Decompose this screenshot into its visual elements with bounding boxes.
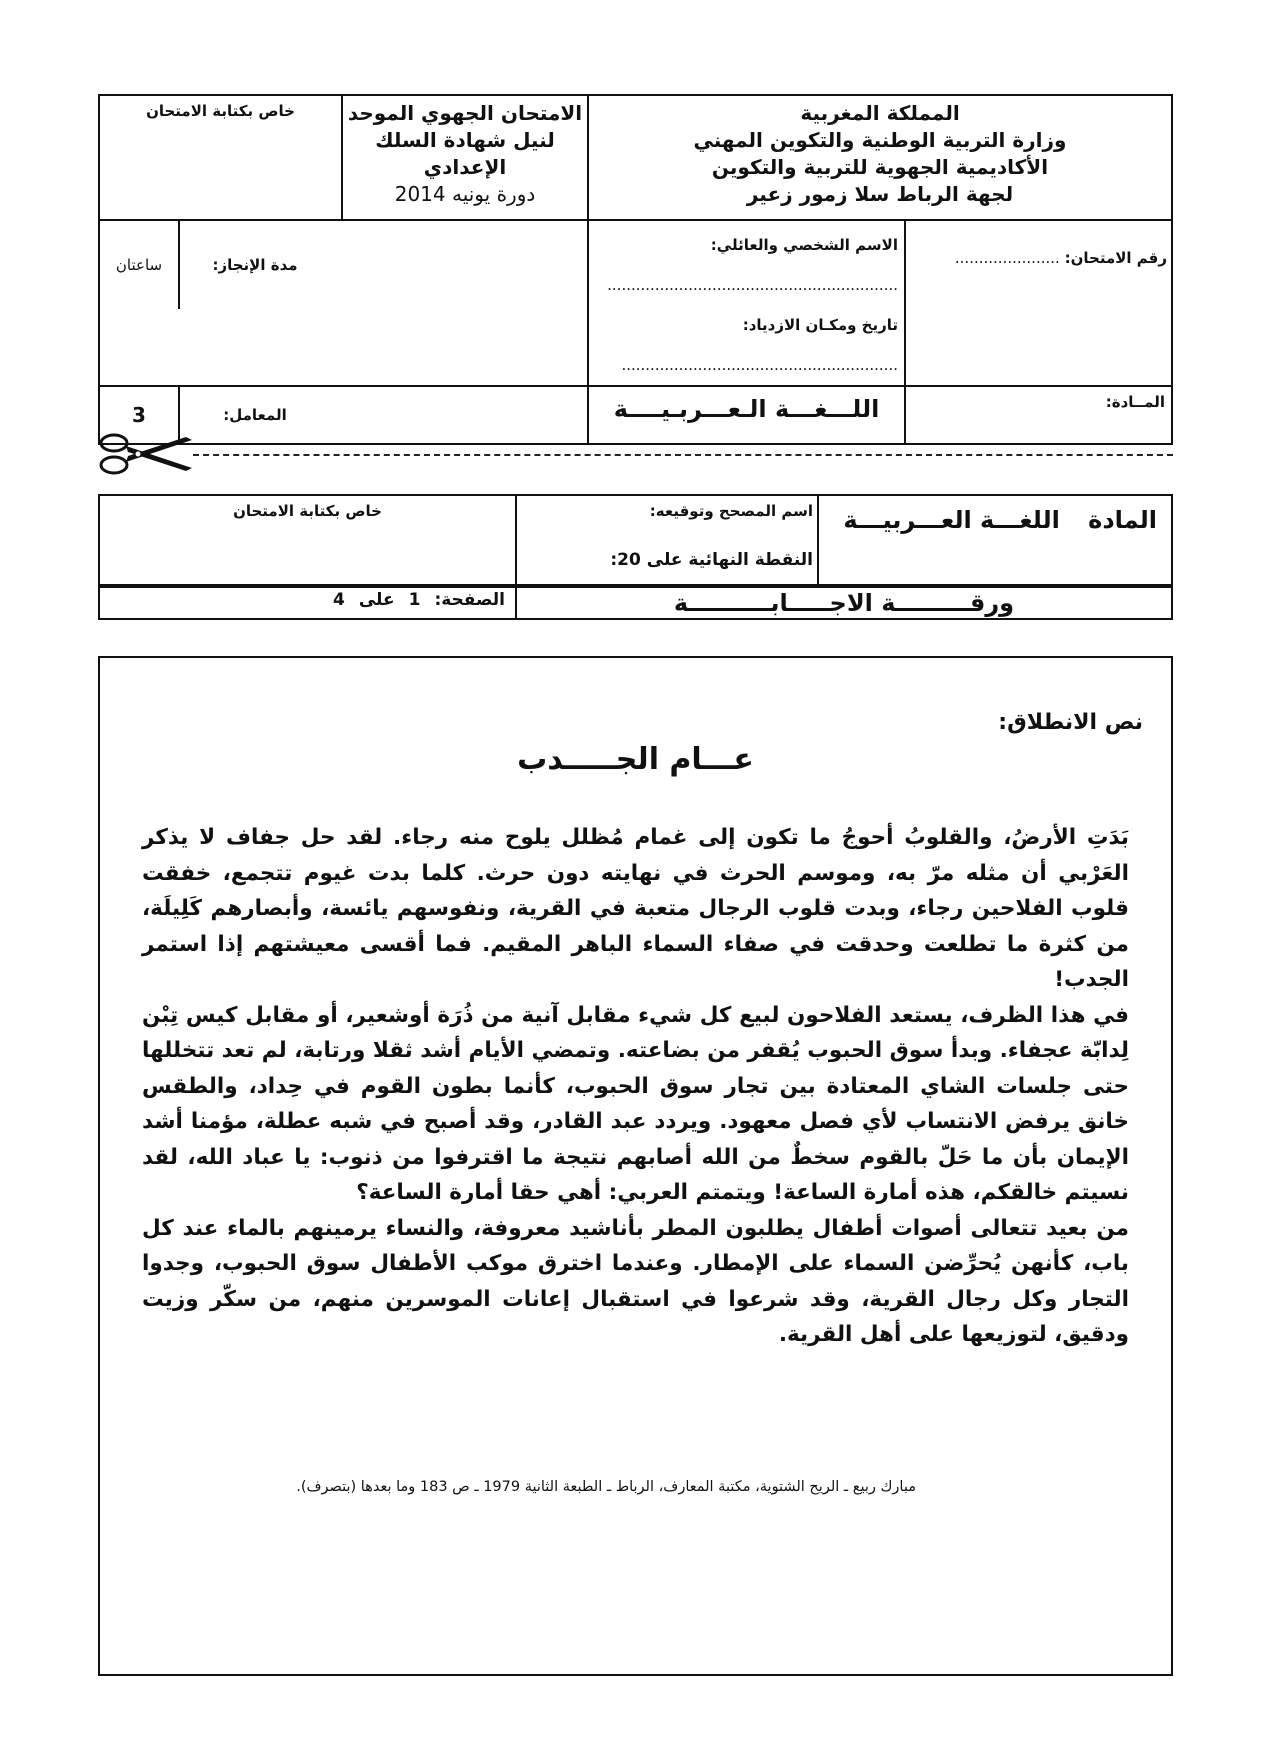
answer-reserved-cell (99, 495, 516, 585)
page-of: على (358, 590, 395, 610)
exam-header-table (98, 94, 1173, 445)
kingdom-cell (588, 95, 1172, 220)
sheet-title-cell (516, 587, 1172, 619)
name-field[interactable]: ............................................................. (607, 276, 898, 294)
answer-subject-cell (818, 495, 1172, 585)
exam-info (343, 96, 587, 208)
sheet-title: ورقـــــــــة الاجـــــابــــــــــة (673, 589, 1015, 617)
passage-frame (98, 656, 1173, 1676)
reserved-cell (99, 95, 342, 220)
answer-subject-value: اللغـــة العـــربيـــة (843, 506, 1060, 534)
exam-info-cell (342, 95, 588, 220)
corrector-label: اسم المصحح وتوقيعه: (649, 502, 813, 520)
duration-label: مدة الإنجاز: (212, 256, 298, 274)
paragraph: بَدَتِ الأرضُ، والقلوبُ أحوجُ ما تكون إلى غمام مُظلل يلوح منه رجاء. لقد حل جفاف لا يذكر العَرْبي أن مثله مرّ به، وموسم الحرث في نهايته دون حرث. كلما بدت غيوم تتجمع، خفقت قلوب الفلاحين رجاء، وبدت قلوب الرجال متعبة في القرية، ونفوسهم يائسة، وأبصارهم كَلِيلَة، من كثرة ما تطلعت وحدقت في صفاء السماء الباهر المقيم. فما أقسى معيشتهم إذا استمر الجدب! (142, 825, 1129, 992)
paragraph: من بعيد تتعالى أصوات أطفال يطلبون المطر بأناشيد معروفة، والنساء يرمينهم بالماء عند كل باب، كأنهن يُحرِّضن السماء على الإمطار. وعندما اخترق موكب الأطفال سوق الحبوب، وجدوا التجار وكل رجال القرية، وقد شرعوا في استقبال إعانات الموسرين منهم، من سكّر وزيت ودقيق، لتوزيعها على أهل القرية. (142, 1215, 1129, 1347)
page-label: الصفحة: (434, 590, 505, 610)
ministry-line: وزارة التربية الوطنية والتكوين المهني (693, 128, 1067, 152)
intro-label: نص الانطلاق: (998, 710, 1143, 735)
corrector-cell (516, 495, 818, 585)
page-total: 4 (332, 590, 345, 610)
page-number-cell (99, 587, 516, 619)
birth-label: تاريخ ومكـان الازدياد: (742, 316, 898, 334)
subject-label: المــادة: (1105, 393, 1165, 411)
coef-label: المعامل: (223, 406, 287, 424)
reserved-label: خاص بكتابة الامتحان (146, 102, 295, 120)
exam-number-field[interactable]: ...................... (954, 249, 1060, 267)
scissors-icon (98, 432, 194, 476)
region-line: لجهة الرباط سلا زمور زعير (746, 182, 1014, 206)
name-row (595, 225, 898, 305)
coef-value: 3 (100, 387, 180, 443)
subject-value: اللـــغـــة الـعـــربـيــــة (613, 395, 880, 423)
kingdom-line: المملكة المغربية (800, 101, 960, 125)
page-current: 1 (408, 590, 421, 610)
exam-line: لنيل شهادة السلك (375, 128, 555, 152)
exam-line: الامتحان الجهوي الموحد (347, 101, 583, 125)
exam-number-label: رقم الامتحان: (1064, 249, 1167, 267)
exam-number-cell (905, 220, 1172, 386)
academy-line: الأكاديمية الجهوية للتربية والتكوين (711, 155, 1049, 179)
candidate-info-cell (588, 220, 905, 386)
duration-cell (99, 220, 588, 386)
name-label: الاسم الشخصي والعائلي: (710, 236, 898, 254)
answer-title-table (98, 586, 1173, 620)
exam-session: دورة يونيه 2014 (394, 182, 536, 206)
passage-title: عـــام الجـــــدب (517, 742, 754, 777)
answer-reserved-label: خاص بكتابة الامتحان (233, 502, 382, 520)
final-grade-label: النقطة النهائية على 20: (610, 550, 813, 570)
paragraph: في هذا الظرف، يستعد الفلاحون لبيع كل شيء مقابل آنية من ذُرَة أوشعير، أو مقابل كيس تِبْن لِدابّة عجفاء. وبدأ سوق الحبوب يُقفر من بضاعته. وتمضي الأيام أشد ثقلا ورتابة، لم تعد تتخللها حتى جلسات الشاي المعتادة بين تجار سوق الحبوب، كأنما بطون القوم في حِداد، والطقس خانق يرفض الانتساب لأي فصل معهود. ويردد عبد القادر، وقد أصبح في شبه عطلة، مؤمنا أشد الإيمان بأن ما حَلّ بالقوم سخطٌ من الله أصابهم نتيجة ما اقترفوا من ذنوب: يا عباد الله، لقد نسيتم خالقكم، هذه أمارة الساعة! ويتمتم العربي: أهي حقا أمارة الساعة؟ (142, 1002, 1129, 1205)
birth-row (595, 305, 898, 385)
duration-value: ساعتان (100, 221, 180, 309)
birth-field[interactable]: .......................................................... (621, 356, 898, 374)
answer-header-table (98, 494, 1173, 586)
passage (142, 820, 1129, 1353)
cut-line (98, 432, 1173, 476)
citation: مبارك ربيع ـ الريح الشتوية، مكتبة المعارف، الرباط ـ الطبعة الثانية 1979 ـ ص 183 وما بعدها (بتصرف). (296, 1479, 916, 1495)
answer-subject-label: المادة (1088, 506, 1157, 534)
kingdom-info (589, 96, 1171, 208)
exam-line: الإعدادي (423, 155, 507, 179)
